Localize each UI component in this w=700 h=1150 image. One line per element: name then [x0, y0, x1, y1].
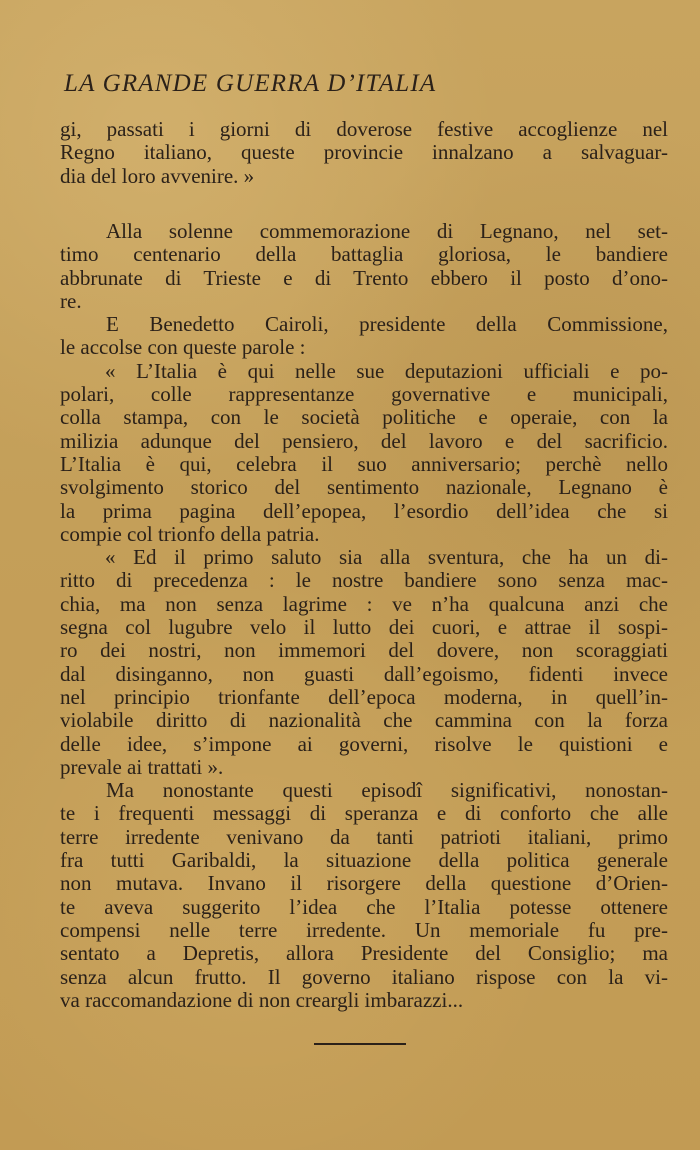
text-line: la prima pagina dell’epopea, l’esordio dell’idea che si [60, 499, 668, 523]
text-line: re. [60, 289, 82, 313]
text-line: L’Italia è qui, celebra il suo anniversario; perchè nello [60, 452, 668, 476]
text-line: svolgimento storico del sentimento nazionale, Legnano è [60, 476, 668, 500]
section-divider [314, 1043, 406, 1045]
text-line: delle idee, s’impone ai governi, risolve le quistioni e [60, 732, 668, 756]
text-line: milizia adunque del pensiero, del lavoro e del sacrificio. [60, 429, 668, 453]
text-line: polari, colle rappresentanze governative e municipali, [60, 383, 668, 407]
text-line: chia, ma non senza lagrime : ve n’ha qualcuna anzi che [60, 592, 668, 616]
text-line: violabile diritto di nazionalità che cammina con la forza [60, 709, 668, 733]
text-line: sentato a Depretis, allora Presidente del Consiglio; ma [60, 942, 668, 966]
text-line: « L’Italia è qui nelle sue deputazioni ufficiali e po- [105, 359, 668, 383]
text-line: E Benedetto Cairoli, presidente della Commissione, [106, 313, 668, 337]
text-line: « Ed il primo saluto sia alla sventura, che ha un di- [105, 546, 668, 570]
text-line: te i frequenti messaggi di speranza e di conforto che alle [60, 802, 668, 826]
text-line: fra tutti Garibaldi, la situazione della politica generale [60, 849, 668, 873]
text-line: Regno italiano, queste provincie innalzano a salvaguar- [60, 141, 668, 165]
text-line: senza alcun frutto. Il governo italiano rispose con la vi- [60, 965, 668, 989]
text-line: dia del loro avvenire. » [60, 164, 255, 188]
text-line: compie col trionfo della patria. [60, 522, 320, 546]
text-line: prevale ai trattati ». [60, 755, 224, 779]
text-line: compensi nelle terre irredente. Un memoriale fu pre- [60, 918, 668, 942]
text-line: nel principio trionfante dell’epoca moderna, in quell’in- [60, 685, 668, 709]
text-line: Ma nonostante questi episodî significativi, nonostan- [106, 779, 668, 803]
text-line: segna col lugubre velo il lutto dei cuori, e attrae il sospi- [60, 616, 668, 640]
text-line: colla stampa, con le società politiche e operaie, con la [60, 406, 668, 430]
text-line: le accolse con queste parole : [60, 336, 306, 360]
text-line: dal disinganno, non guasti dall’egoismo, fidenti invece [60, 662, 668, 686]
text-line: Alla solenne commemorazione di Legnano, nel set- [106, 220, 668, 243]
text-line: terre irredente venivano da tanti patrioti italiani, primo [60, 825, 668, 849]
text-line: timo centenario della battaglia gloriosa, le bandiere [60, 243, 668, 267]
page-header: LA GRANDE GUERRA D’ITALIA [64, 70, 437, 97]
text-line: abbrunate di Trieste e di Trento ebbero il posto d’ono- [60, 266, 668, 290]
text-line: te aveva suggerito l’idea che l’Italia potesse ottenere [60, 895, 668, 919]
text-line: va raccomandazione di non creargli imbarazzi... [60, 988, 464, 1012]
text-line: non mutava. Invano il risorgere della questione d’Orien- [60, 872, 668, 896]
text-line: ritto di precedenza : le nostre bandiere sono senza mac- [60, 569, 668, 593]
text-line: ro dei nostri, non immemori del dovere, non scoraggiati [60, 639, 668, 663]
legnano-paragraph [60, 220, 668, 1012]
opening-paragraph [60, 118, 668, 188]
text-line: gi, passati i giorni di doverose festive accoglienze nel [60, 118, 668, 141]
